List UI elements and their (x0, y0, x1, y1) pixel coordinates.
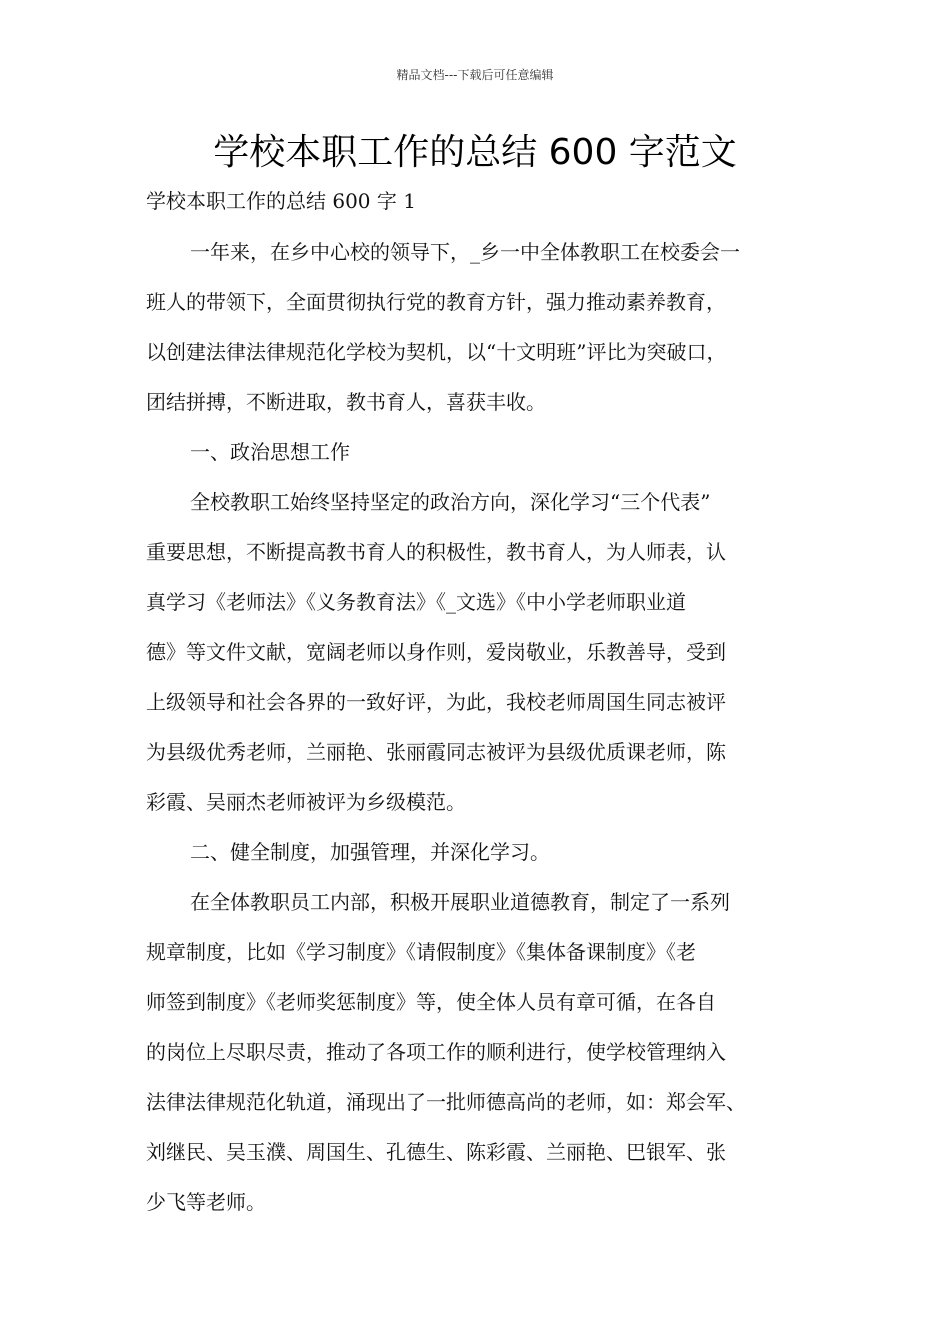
text-line: 全校教职工始终坚持坚定的政治方向，深化学习“三个代表” (190, 490, 711, 514)
text-line: 的岗位上尽职尽责，推动了各项工作的顺利进行，使学校管理纳入 (146, 1040, 726, 1064)
text-line: 以创建法律法律规范化学校为契机，以“十文明班”评比为突破口， (146, 340, 727, 364)
text-line: 规章制度，比如《学习制度》《请假制度》《集体备课制度》《老 (146, 940, 696, 964)
text-line: 上级领导和社会各界的一致好评，为此，我校老师周国生同志被评 (146, 690, 726, 714)
text-line: 团结拼搏，不断进取，教书育人，喜获丰收。 (146, 390, 546, 414)
text-line: 一年来，在乡中心校的领导下，_乡一中全体教职工在校委会一 (190, 240, 740, 264)
text-line: 重要思想，不断提高教书育人的积极性，教书育人，为人师表，认 (146, 540, 726, 564)
text-line: 为县级优秀老师，兰丽艳、张丽霞同志被评为县级优质课老师，陈 (146, 740, 726, 764)
text-line: 刘继民、吴玉濮、周国生、孔德生、陈彩霞、兰丽艳、巴银军、张 (146, 1140, 726, 1164)
text-line: 彩霞、吴丽杰老师被评为乡级模范。 (146, 790, 466, 814)
section-heading: 一、政治思想工作 (190, 440, 350, 464)
text-line: 在全体教职员工内部，积极开展职业道德教育，制定了一系列 (190, 890, 730, 914)
text-line: 班人的带领下，全面贯彻执行党的教育方针，强力推动素养教育， (146, 290, 726, 314)
text-line: 少飞等老师。 (146, 1190, 266, 1214)
text-line: 法律法律规范化轨道，涌现出了一批师德高尚的老师，如：郑会军、 (146, 1090, 746, 1114)
text-line: 德》等文件文献，宽阔老师以身作则，爱岗敬业，乐教善导，受到 (146, 640, 726, 664)
page-header-note: 精品文档---下载后可任意编辑 (396, 68, 554, 82)
section-heading: 二、健全制度，加强管理，并深化学习。 (190, 840, 550, 864)
document-title: 学校本职工作的总结 600 字范文 (213, 132, 737, 173)
document-body (146, 227, 816, 1227)
document-subtitle: 学校本职工作的总结 600 字 1 (146, 189, 416, 213)
text-line: 师签到制度》《老师奖惩制度》等，使全体人员有章可循，在各自 (146, 990, 716, 1014)
text-line: 真学习《老师法》《义务教育法》《_文选》《中小学老师职业道 (146, 590, 686, 614)
